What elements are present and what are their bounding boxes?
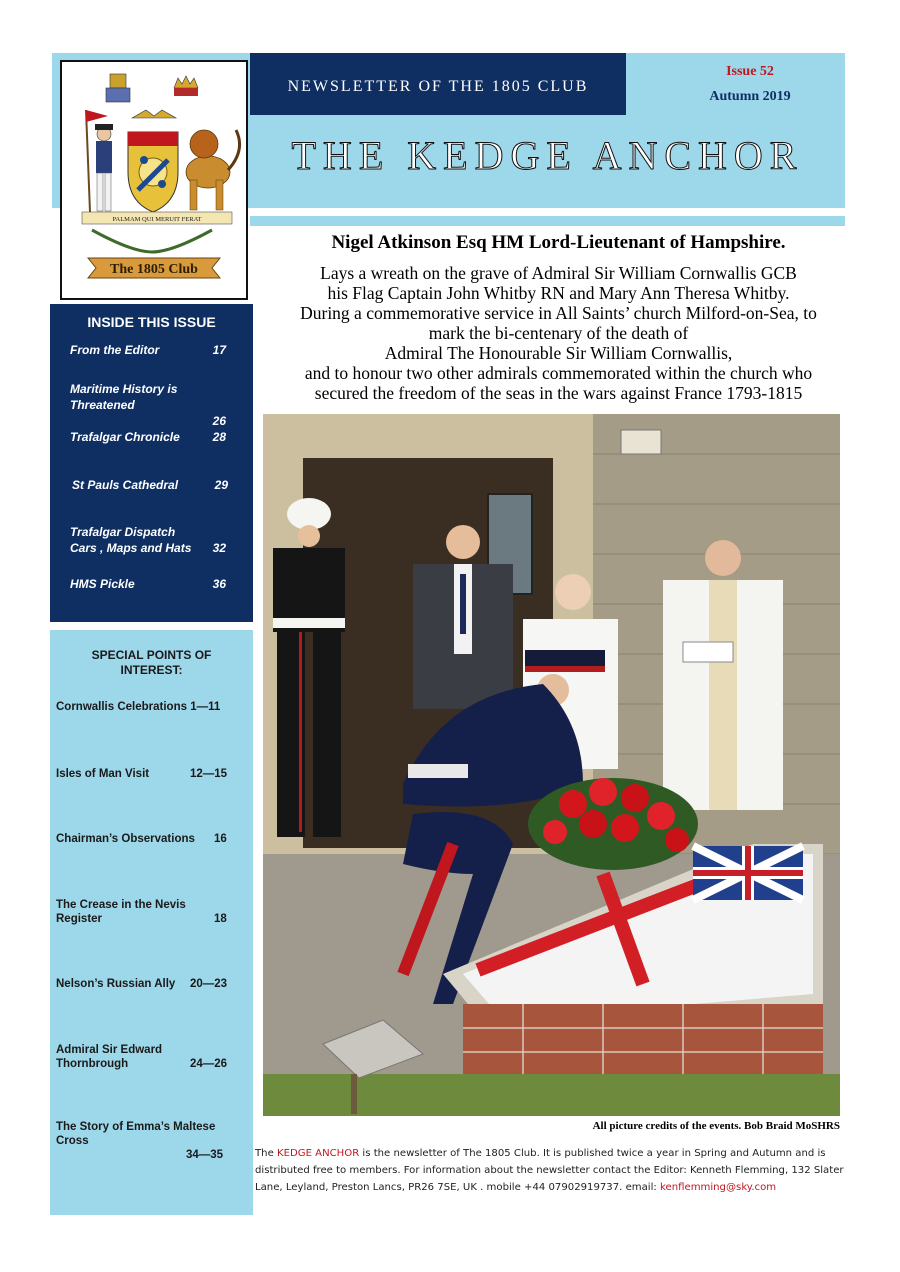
inside-this-issue-panel (50, 304, 253, 622)
special-points-title-line1: SPECIAL POINTS OF (91, 648, 212, 662)
special-point-label: Chairman’s Observations (56, 833, 195, 845)
footer-brand: KEDGE ANCHOR (276, 1148, 360, 1159)
crest-illustration (62, 62, 246, 298)
special-point-page: 12—15 (190, 768, 228, 780)
special-point-page: 24—26 (190, 1058, 228, 1070)
special-point-page: 16 (214, 833, 227, 845)
newsletter-label: NEWSLETTER OF THE 1805 CLUB (287, 78, 589, 95)
special-point-item[interactable] (56, 1043, 246, 1071)
toc-item[interactable] (70, 429, 240, 445)
article-line: mark the bi-centenary of the death of (428, 323, 689, 343)
toc-item-page: 32 (212, 541, 226, 555)
special-point-label: Isles of Man Visit (56, 768, 150, 780)
newsletter-footer (255, 1145, 845, 1196)
article-line: and to honour two other admirals commemorated within the church who (304, 363, 813, 383)
crown-badge-left-icon (106, 74, 130, 102)
special-point-item[interactable] (56, 898, 246, 926)
special-points-panel (50, 630, 253, 1215)
issue-number: Issue 52 (726, 64, 774, 79)
article-line: Admiral The Honourable Sir William Cornwallis, (384, 343, 733, 363)
footer-text-pre: The (255, 1148, 277, 1159)
special-points-title-line2: INTEREST: (120, 663, 183, 677)
special-point-item[interactable] (56, 832, 246, 846)
special-point-label-line2: Cross (56, 1135, 89, 1147)
heraldic-shield-icon (128, 110, 178, 212)
special-points-title (50, 648, 253, 678)
toc-item-page: 26 (212, 414, 226, 428)
toc-item[interactable] (70, 342, 240, 358)
toc-item-page: 17 (212, 343, 226, 357)
special-point-item[interactable] (56, 767, 246, 781)
article-line: During a commemorative service in All Saints’ church Milford-on-Sea, to (300, 303, 817, 323)
special-point-page: 34—35 (186, 1149, 224, 1161)
special-point-label: Admiral Sir Edward (56, 1044, 163, 1056)
toc-item-page: 36 (212, 577, 226, 591)
issue-date: Autumn 2019 (709, 89, 791, 104)
priest-figure (663, 540, 783, 810)
toc-item[interactable] (70, 576, 240, 592)
footer-email-link[interactable]: kenflemming@sky.com (660, 1182, 777, 1193)
special-point-item[interactable] (56, 700, 246, 714)
toc-item-label-line2: Cars , Maps and Hats (70, 541, 192, 555)
sailor-supporter-icon (86, 110, 113, 212)
inside-issue-title: INSIDE THIS ISSUE (87, 314, 216, 330)
special-point-item[interactable] (56, 1120, 246, 1162)
toc-item-label: Maritime History is Threatened (70, 382, 178, 412)
article-line: secured the freedom of the seas in the wars against France 1793-1815 (314, 383, 803, 403)
article-line: Lays a wreath on the grave of Admiral Sir William Cornwallis GCB (320, 263, 797, 283)
special-point-label: The Story of Emma’s Maltese (56, 1121, 216, 1133)
toc-item-page: 28 (212, 430, 226, 444)
toc-item-label: From the Editor (70, 343, 160, 357)
poppy-wreath (528, 778, 698, 870)
masthead-divider (250, 216, 845, 226)
article-lead (262, 263, 855, 403)
crest-motto: PALMAM QUI MERUIT FERAT (112, 216, 202, 223)
special-point-page: 18 (214, 913, 227, 925)
article-headline: Nigel Atkinson Esq HM Lord-Lieutenant of Hampshire. (331, 232, 786, 253)
special-point-label-line2: Thornbrough (56, 1058, 129, 1070)
special-point-label: Nelson’s Russian Ally (56, 978, 176, 990)
footer-text: is the newsletter of The 1805 Club. It is published twice a year in Spring and Autumn and is distributed free to members. For information about the newsletter contact the Editor: Kenneth Flemming, 132 Slater Lane, Leyland, Preston Lancs, PR26 7SE, UK . mobile +44 07902919737. email: (255, 1148, 844, 1193)
newsletter-title: THE KEDGE ANCHOR (291, 133, 804, 178)
lion-supporter-icon (186, 130, 240, 210)
club-crest (60, 60, 248, 300)
toc-item[interactable] (70, 381, 240, 429)
laurel-wreath-icon (92, 230, 212, 252)
special-point-item[interactable] (56, 977, 246, 991)
crown-badge-right-icon (174, 76, 198, 96)
special-point-label-line2: Register (56, 913, 103, 925)
toc-item-page: 29 (214, 478, 228, 492)
toc-item-label: St Pauls Cathedral (72, 478, 179, 492)
toc-item[interactable] (72, 477, 242, 493)
special-point-label: Cornwallis Celebrations 1—11 (56, 701, 221, 713)
toc-item-label: Trafalgar Chronicle (70, 430, 180, 444)
article-line: his Flag Captain John Whitby RN and Mary Ann Theresa Whitby. (327, 283, 790, 303)
toc-item[interactable] (70, 524, 240, 556)
special-point-label: The Crease in the Nevis (56, 899, 186, 911)
toc-item-label: HMS Pickle (70, 577, 135, 591)
toc-item-label: Trafalgar Dispatch (70, 525, 176, 539)
crest-banner-text: The 1805 Club (110, 262, 198, 277)
photo-credit: All picture credits of the events. Bob Braid MoSHRS (592, 1120, 840, 1132)
wreath-laying-photo (263, 414, 840, 1116)
special-point-page: 20—23 (190, 978, 228, 990)
